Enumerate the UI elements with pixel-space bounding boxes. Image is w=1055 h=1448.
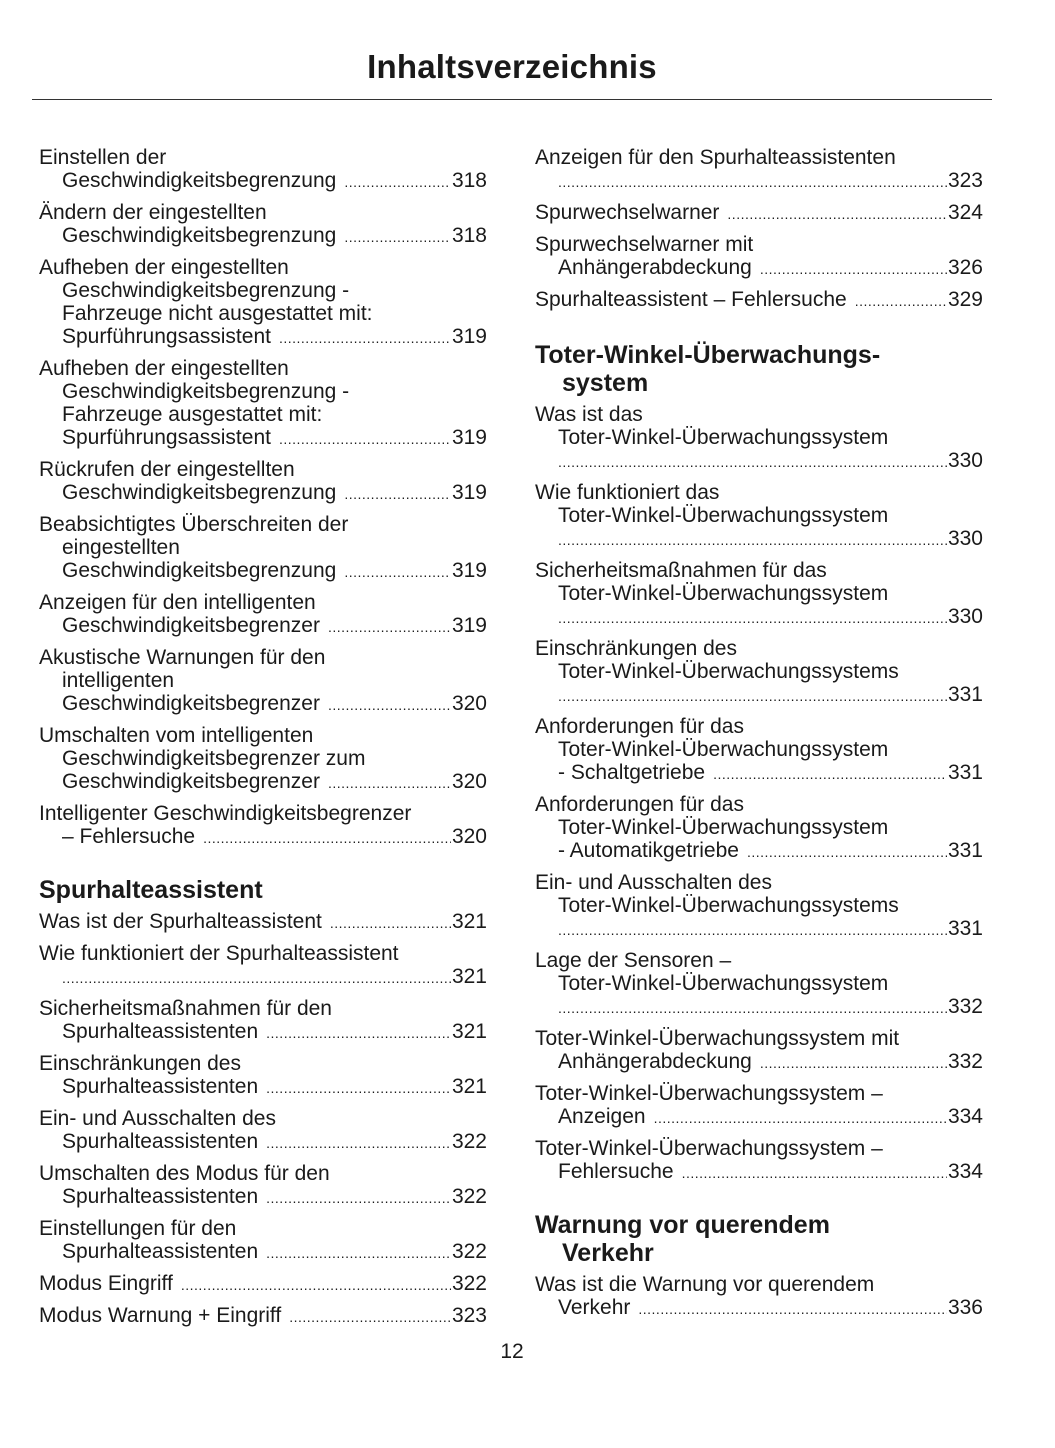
toc-entry-line: eingestellten [62,536,180,559]
dot-leader [279,428,451,451]
toc-entry-leader-line [39,426,487,451]
toc-entry-page: 321 [451,910,487,933]
toc-group [535,146,983,313]
toc-entry-title: Spurhalteassistenten [62,1075,259,1098]
toc-entry[interactable] [535,201,983,226]
toc-entry-leader-line [39,559,487,584]
toc-entry-line: Geschwindigkeitsbegrenzung - [62,279,350,302]
toc-entry-page: 318 [451,169,487,192]
toc-entry-line: Wie funktioniert der Spurhalteassistent [39,942,399,965]
dot-leader [266,1022,451,1045]
toc-entry-title: Fehlersuche [558,1160,674,1183]
toc-entry[interactable] [535,715,983,786]
toc-entry-leader-line [535,288,983,313]
dot-leader [203,827,451,850]
toc-entry-leader-line [39,1020,487,1045]
toc-entry-page: 320 [451,692,487,715]
toc-entry[interactable] [535,559,983,630]
toc-entry-line: Was ist die Warnung vor querendem [535,1273,875,1296]
toc-entry-title: Spurführungsassistent [62,426,271,449]
toc-entry-line: Umschalten vom intelligenten [39,724,314,747]
toc-entry-line: Toter-Winkel-Überwachungssystem mit [535,1027,900,1050]
toc-entry[interactable] [535,403,983,474]
toc-entry-line: Ändern der eingestellten [39,201,267,224]
toc-entry-page: 319 [451,325,487,348]
toc-entry[interactable] [39,802,487,850]
dot-leader [713,763,947,786]
toc-entry[interactable] [535,233,983,281]
section-heading-warnung-querender-verkehr [535,1211,983,1267]
title-divider [32,99,992,100]
toc-group [535,403,983,1185]
toc-entry-line: Anzeigen für den Spurhalteassistenten [535,146,896,169]
dot-leader [266,1132,451,1155]
toc-entry-line: Toter-Winkel-Überwachungssystem – [535,1082,883,1105]
toc-entry-leader-line [535,201,983,226]
toc-entry-title: Was ist der Spurhalteassistent [39,910,322,933]
toc-entry[interactable] [535,1082,983,1130]
toc-entry-leader-line [39,1075,487,1100]
toc-entry-leader-line [39,1130,487,1155]
toc-entry[interactable] [39,1052,487,1100]
toc-entry-title: Geschwindigkeitsbegrenzung [62,169,337,192]
toc-entry[interactable] [39,256,487,350]
toc-entry[interactable] [535,146,983,194]
toc-entry[interactable] [39,942,487,990]
toc-group [535,1273,983,1321]
toc-entry-page: 321 [451,965,487,988]
dot-leader [344,226,451,249]
toc-entry-title: - Automatikgetriebe [558,839,739,862]
toc-entry[interactable] [39,910,487,935]
toc-entry-title: Verkehr [558,1296,631,1319]
toc-entry-line: Toter-Winkel-Überwachungssystem [558,426,889,449]
toc-entry-leader-line [39,1240,487,1265]
toc-entry-title: Modus Eingriff [39,1272,173,1295]
toc-entry-line: Toter-Winkel-Überwachungssystem [558,504,889,527]
section-heading-line: Warnung vor querendem [535,1211,830,1239]
toc-entry[interactable] [535,1027,983,1075]
toc-entry-line: Einschränkungen des [535,637,737,660]
toc-entry-line: Geschwindigkeitsbegrenzung - [62,380,350,403]
toc-group [39,910,487,1329]
toc-entry-leader-line [535,449,983,474]
toc-entry-title: Geschwindigkeitsbegrenzung [62,481,337,504]
toc-entry-page: 334 [947,1160,983,1183]
toc-entry-line: Einstellen der [39,146,167,169]
toc-entry-line: Spurwechselwarner mit [535,233,754,256]
dot-leader [328,772,451,795]
toc-entry-leader-line [535,917,983,942]
toc-entry-leader-line [535,1105,983,1130]
toc-entry[interactable] [39,724,487,795]
toc-entry-page: 322 [451,1130,487,1153]
toc-entry-title: Spurhalteassistent – Fehlersuche [535,288,847,311]
dot-leader [638,1298,947,1321]
toc-entry-title: Geschwindigkeitsbegrenzung [62,559,337,582]
section-heading-line: Spurhalteassistent [39,876,263,904]
dot-leader [289,1306,451,1329]
toc-entry-leader-line [39,825,487,850]
toc-entry-line: Toter-Winkel-Überwachungssystem [558,972,889,995]
toc-entry-page: 319 [451,614,487,637]
toc-entry-title: – Fehlersuche [62,825,196,848]
dot-leader [558,171,947,194]
toc-entry-page: 320 [451,770,487,793]
toc-entry-title: Spurhalteassistenten [62,1020,259,1043]
toc-entry-line: Sicherheitsmaßnahmen für das [535,559,827,582]
toc-entry-title: Modus Warnung + Eingriff [39,1304,282,1327]
toc-entry-leader-line [535,761,983,786]
toc-entry-line: Geschwindigkeitsbegrenzer zum [62,747,366,770]
toc-entry-leader-line [535,995,983,1020]
toc-entry-leader-line [39,692,487,717]
section-heading-line: system [562,369,649,397]
toc-entry-title: Anzeigen [558,1105,646,1128]
dot-leader [558,607,947,630]
toc-entry-leader-line [535,1050,983,1075]
toc-entry-page: 321 [451,1020,487,1043]
section-heading-spurhalteassistent [39,876,487,904]
toc-entry-line: intelligenten [62,669,175,692]
toc-entry-line: Anforderungen für das [535,793,744,816]
toc-entry-page: 329 [947,288,983,311]
toc-entry-leader-line [535,256,983,281]
toc-entry-page: 334 [947,1105,983,1128]
toc-entry-page: 323 [451,1304,487,1327]
toc-entry-page: 319 [451,559,487,582]
toc-entry[interactable] [39,1272,487,1297]
toc-entry[interactable] [39,1107,487,1155]
toc-column-right [535,146,983,1328]
toc-entry[interactable] [535,949,983,1020]
toc-entry-page: 324 [947,201,983,224]
toc-entry-line: Fahrzeuge nicht ausgestattet mit: [62,302,373,325]
dot-leader [328,694,451,717]
toc-entry-title: Anhängerabdeckung [558,1050,752,1073]
toc-entry[interactable] [39,1217,487,1265]
toc-entry-leader-line [39,224,487,249]
toc-entry-leader-line [39,614,487,639]
toc-entry-page: 332 [947,995,983,1018]
dot-leader [760,258,947,281]
toc-entry-title: - Schaltgetriebe [558,761,706,784]
dot-leader [330,912,451,935]
toc-entry-page: 319 [451,481,487,504]
toc-entry[interactable] [39,1304,487,1329]
dot-leader [62,967,451,990]
section-heading-toter-winkel [535,341,983,397]
dot-leader [344,483,451,506]
dot-leader [344,561,451,584]
dot-leader [266,1187,451,1210]
toc-entry-line: Akustische Warnungen für den [39,646,326,669]
toc-entry-leader-line [39,910,487,935]
toc-entry-page: 321 [451,1075,487,1098]
toc-entry-title: Geschwindigkeitsbegrenzer [62,692,320,715]
toc-entry[interactable] [535,637,983,708]
dot-leader [654,1107,947,1130]
dot-leader [558,919,947,942]
toc-entry-line: Toter-Winkel-Überwachungssystem [558,738,889,761]
toc-entry[interactable] [39,146,487,194]
section-heading-line: Toter-Winkel-Überwachungs- [535,341,881,369]
toc-entry-line: Umschalten des Modus für den [39,1162,330,1185]
page-number: 12 [500,1340,524,1363]
toc-entry-line: Toter-Winkel-Überwachungssystems [558,660,899,683]
toc-entry-page: 330 [947,449,983,472]
dot-leader [558,451,947,474]
toc-entry-leader-line [39,770,487,795]
toc-entry-line: Ein- und Ausschalten des [535,871,772,894]
toc-entry-page: 332 [947,1050,983,1073]
section-heading-line: Verkehr [562,1239,654,1267]
toc-entry-leader-line [39,1272,487,1297]
dot-leader [558,529,947,552]
toc-entry-page: 323 [947,169,983,192]
toc-entry-title: Spurhalteassistenten [62,1240,259,1263]
toc-entry[interactable] [535,1273,983,1321]
toc-entry-line: Anforderungen für das [535,715,744,738]
toc-entry-line: Wie funktioniert das [535,481,720,504]
toc-entry-line: Aufheben der eingestellten [39,357,289,380]
toc-entry-leader-line [535,605,983,630]
toc-group [39,146,487,850]
dot-leader [682,1162,947,1185]
toc-entry-leader-line [39,169,487,194]
toc-entry-leader-line [39,1304,487,1329]
toc-entry[interactable] [39,1162,487,1210]
toc-entry-page: 322 [451,1185,487,1208]
toc-entry[interactable] [535,871,983,942]
toc-entry-page: 322 [451,1272,487,1295]
toc-entry-title: Spurführungsassistent [62,325,271,348]
toc-entry-page: 331 [947,683,983,706]
toc-entry-line: Fahrzeuge ausgestattet mit: [62,403,323,426]
toc-entry-line: Beabsichtigtes Überschreiten der [39,513,349,536]
toc-entry-leader-line [535,1296,983,1321]
toc-entry-leader-line [535,527,983,552]
toc-entry-line: Was ist das [535,403,643,426]
toc-entry-line: Intelligenter Geschwindigkeitsbegrenzer [39,802,412,825]
toc-entry-leader-line [39,965,487,990]
toc-entry-leader-line [39,1185,487,1210]
toc-entry[interactable] [39,357,487,451]
toc-entry[interactable] [39,997,487,1045]
toc-entry-page: 331 [947,761,983,784]
toc-entry[interactable] [535,793,983,864]
toc-entry-line: Anzeigen für den intelligenten [39,591,316,614]
toc-entry[interactable] [535,288,983,313]
toc-entry[interactable] [535,481,983,552]
toc-entry-leader-line [535,683,983,708]
toc-entry-line: Aufheben der eingestellten [39,256,289,279]
dot-leader [344,171,451,194]
dot-leader [747,841,947,864]
toc-entry-leader-line [535,1160,983,1185]
toc-entry-leader-line [535,839,983,864]
toc-entry-line: Toter-Winkel-Überwachungssystems [558,894,899,917]
toc-entry[interactable] [39,201,487,249]
toc-entry[interactable] [39,591,487,639]
toc-entry-line: Einstellungen für den [39,1217,237,1240]
toc-entry-line: Lage der Sensoren – [535,949,732,972]
dot-leader [727,203,947,226]
toc-entry[interactable] [39,646,487,717]
dot-leader [760,1052,947,1075]
toc-entry-title: Anhängerabdeckung [558,256,752,279]
toc-entry-page: 322 [451,1240,487,1263]
toc-entry-page: 331 [947,839,983,862]
page-title: Inhaltsverzeichnis [367,48,657,85]
toc-entry[interactable] [39,458,487,506]
toc-entry-line: Toter-Winkel-Überwachungssystem – [535,1137,883,1160]
toc-entry-leader-line [535,169,983,194]
toc-entry-page: 326 [947,256,983,279]
toc-entry-page: 320 [451,825,487,848]
toc-entry-page: 330 [947,527,983,550]
toc-entry-title: Geschwindigkeitsbegrenzer [62,770,320,793]
toc-entry-page: 318 [451,224,487,247]
dot-leader [328,616,451,639]
toc-entry-line: Ein- und Ausschalten des [39,1107,276,1130]
dot-leader [266,1077,451,1100]
toc-entry-line: Einschränkungen des [39,1052,241,1075]
dot-leader [855,290,947,313]
dot-leader [558,685,947,708]
toc-entry-title: Spurhalteassistenten [62,1130,259,1153]
toc-entry-page: 331 [947,917,983,940]
dot-leader [558,997,947,1020]
toc-entry-title: Geschwindigkeitsbegrenzung [62,224,337,247]
toc-entry-title: Geschwindigkeitsbegrenzer [62,614,320,637]
toc-entry-line: Rückrufen der eingestellten [39,458,295,481]
toc-column-left [39,146,487,1336]
toc-entry[interactable] [39,513,487,584]
toc-entry-line: Toter-Winkel-Überwachungssystem [558,816,889,839]
toc-entry-line: Toter-Winkel-Überwachungssystem [558,582,889,605]
dot-leader [266,1242,451,1265]
toc-entry-line: Sicherheitsmaßnahmen für den [39,997,332,1020]
toc-entry-leader-line [39,325,487,350]
toc-entry-page: 336 [947,1296,983,1319]
dot-leader [181,1274,451,1297]
dot-leader [279,327,451,350]
toc-entry-title: Spurhalteassistenten [62,1185,259,1208]
toc-entry[interactable] [535,1137,983,1185]
toc-entry-title: Spurwechselwarner [535,201,720,224]
toc-entry-leader-line [39,481,487,506]
toc-entry-page: 330 [947,605,983,628]
toc-entry-page: 319 [451,426,487,449]
